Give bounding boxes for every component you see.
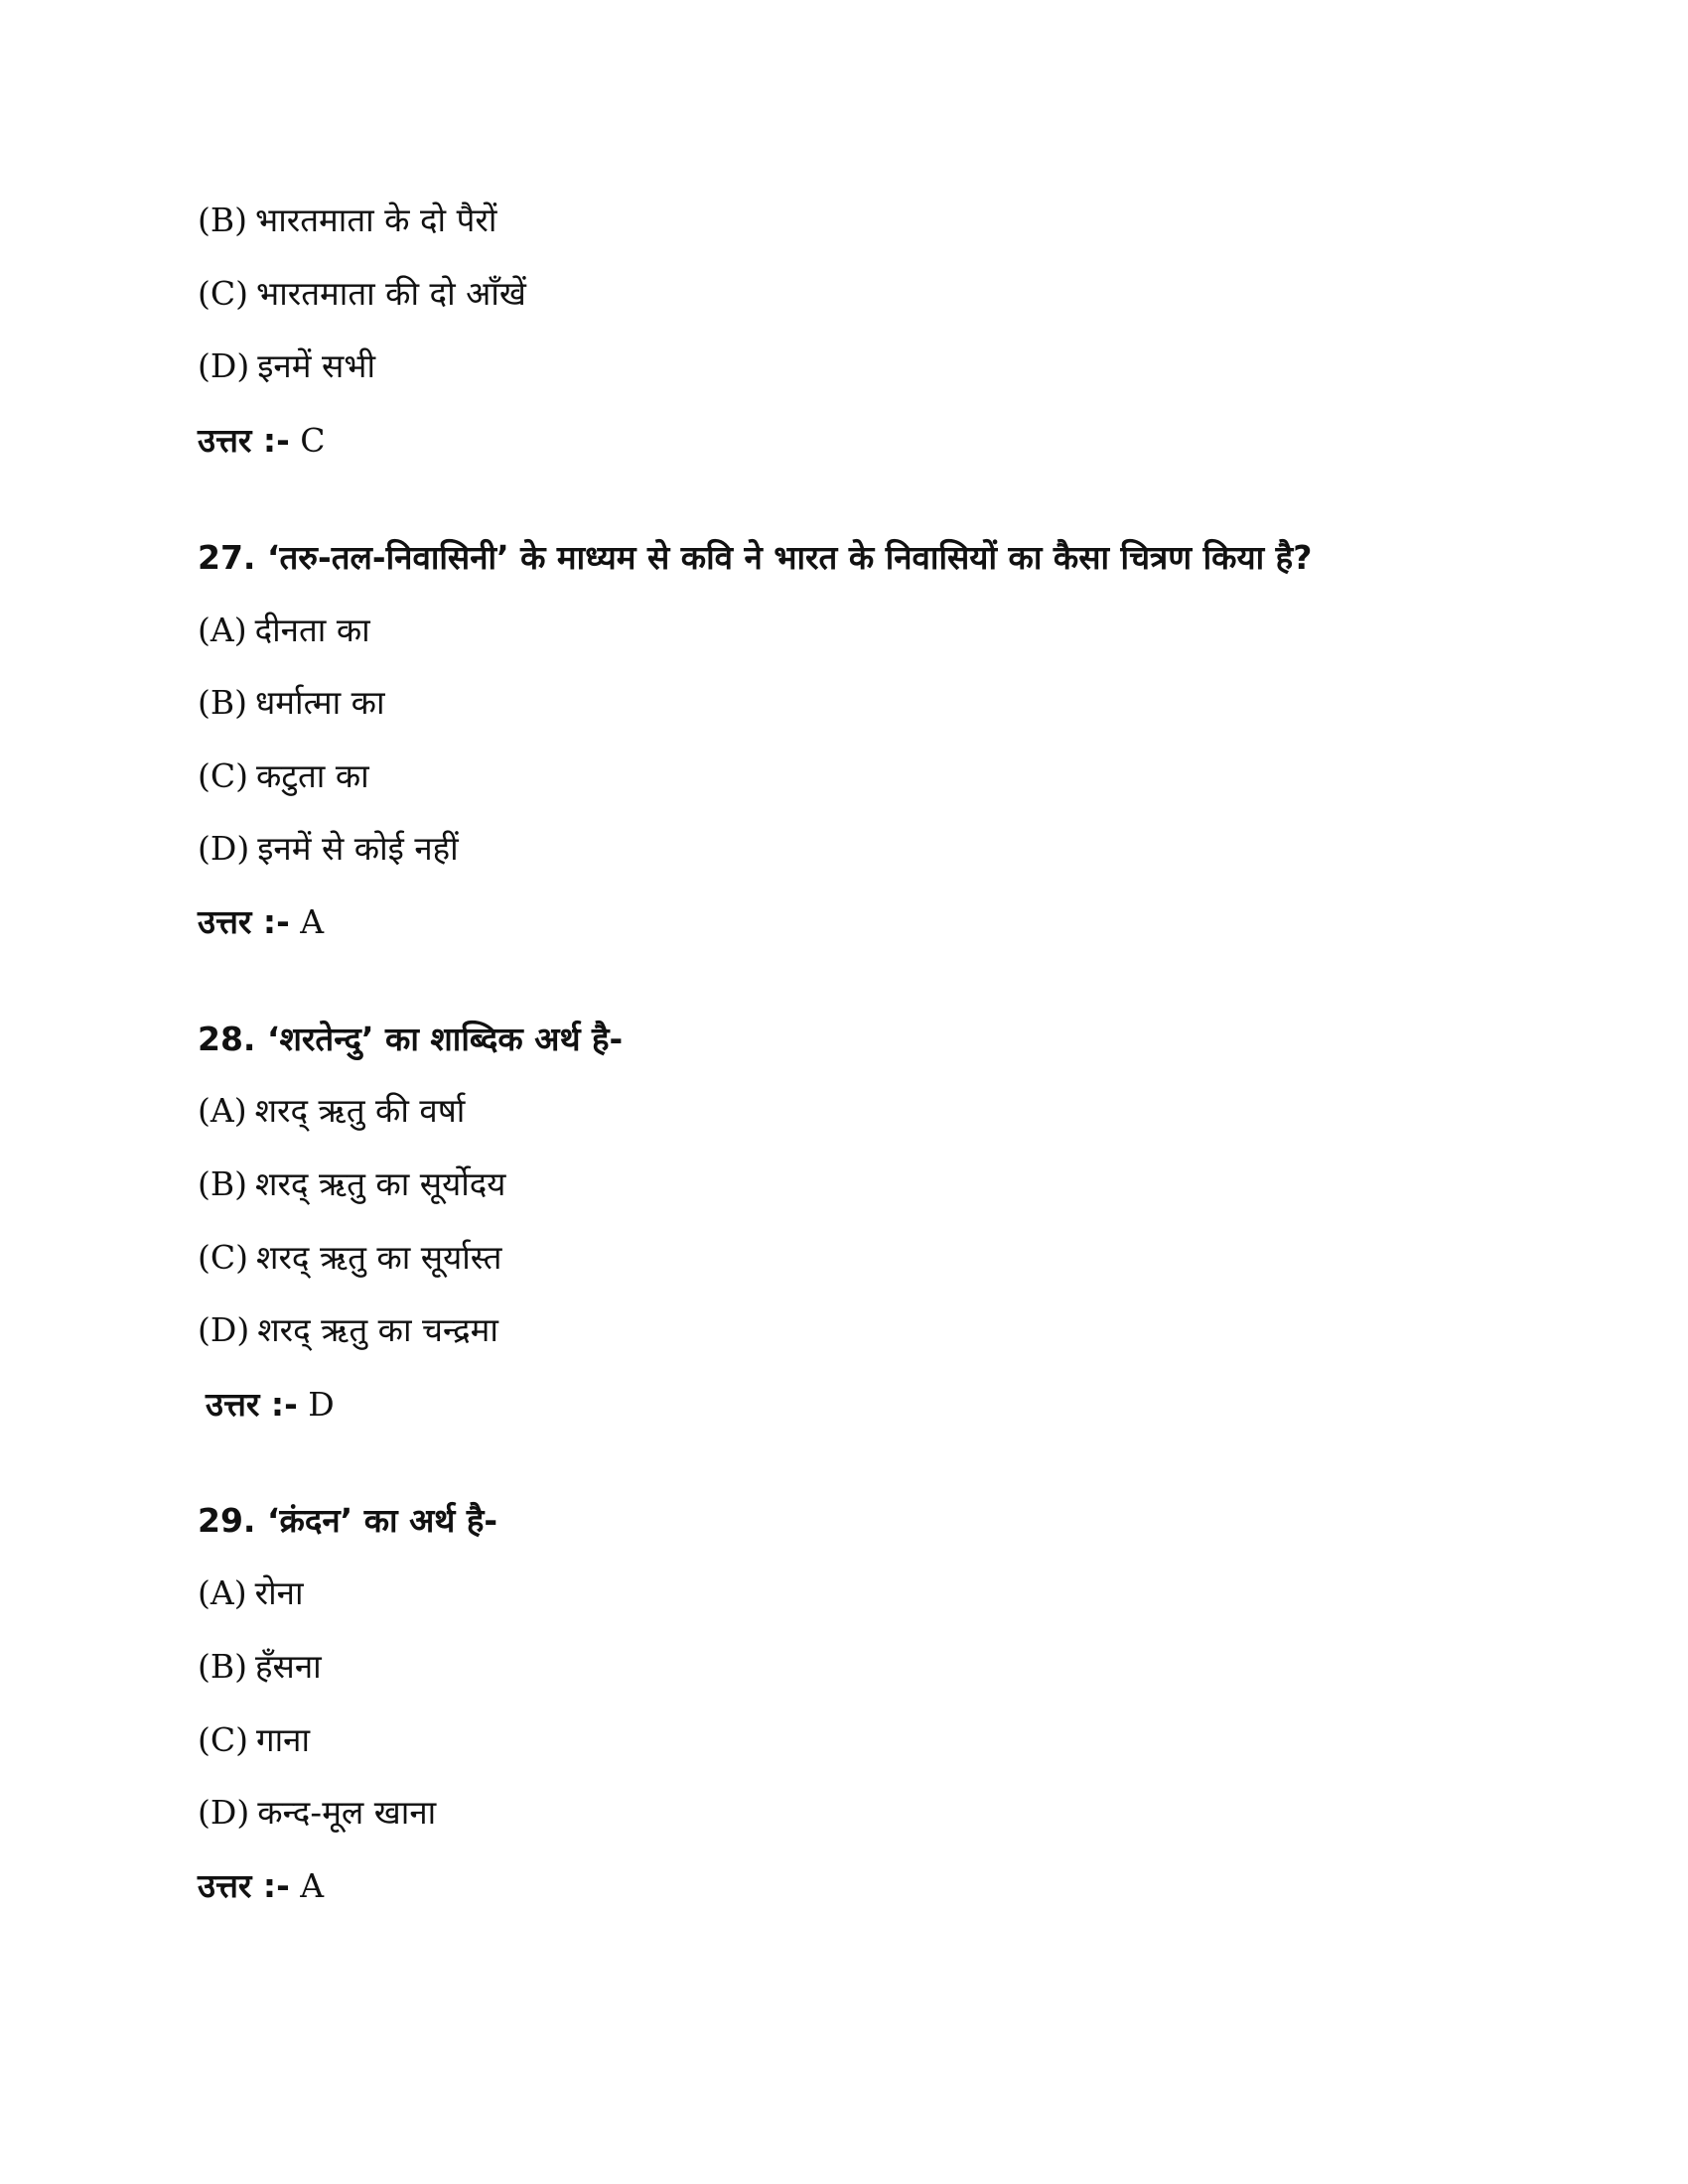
option-c bbox=[198, 272, 526, 316]
option-key: (D) bbox=[198, 1310, 250, 1349]
option-text: शरद् ऋतु का चन्द्रमा bbox=[257, 1310, 498, 1349]
option-text: इनमें सभी bbox=[257, 346, 376, 385]
option-d bbox=[198, 1308, 498, 1352]
option-text: शरद् ऋतु का सूर्यास्त bbox=[256, 1238, 502, 1277]
option-key: (C) bbox=[198, 1720, 248, 1759]
question-27: 27. ‘तरु-तल-निवासिनी’ के माध्यम से कवि ने भारत के निवासियों का कैसा चित्रण किया है? bbox=[198, 538, 1313, 577]
option-text: कटुता का bbox=[256, 756, 369, 795]
option-key: (D) bbox=[198, 1793, 250, 1832]
option-key: (B) bbox=[198, 201, 247, 239]
option-d bbox=[198, 1791, 436, 1835]
option-text: कन्द-मूल खाना bbox=[257, 1793, 437, 1832]
option-a bbox=[198, 1571, 304, 1615]
option-key: (D) bbox=[198, 346, 250, 385]
option-text: हँसना bbox=[255, 1647, 322, 1686]
option-text: शरद् ऋतु की वर्षा bbox=[254, 1091, 466, 1130]
option-key: (B) bbox=[198, 1647, 247, 1686]
option-b bbox=[198, 1162, 505, 1206]
question-28: 28. ‘शरतेन्दु’ का शाब्दिक अर्थ है- bbox=[198, 1020, 624, 1058]
option-a bbox=[198, 1089, 465, 1133]
option-key: (C) bbox=[198, 274, 248, 313]
option-text: रोना bbox=[254, 1573, 304, 1612]
answer-line bbox=[198, 1864, 324, 1908]
answer-value: D bbox=[308, 1385, 335, 1424]
option-b bbox=[198, 199, 496, 242]
option-key: (D) bbox=[198, 829, 250, 868]
option-text: भारतमाता के दो पैरों bbox=[255, 201, 497, 239]
answer-label: उत्तर :- bbox=[198, 421, 290, 460]
option-key: (B) bbox=[198, 683, 247, 722]
option-c bbox=[198, 754, 369, 798]
option-key: (C) bbox=[198, 756, 248, 795]
option-text: शरद् ऋतु का सूर्योदय bbox=[255, 1164, 506, 1203]
answer-line bbox=[198, 419, 326, 463]
answer-line bbox=[206, 1383, 335, 1427]
option-key: (A) bbox=[198, 611, 247, 649]
answer-value: A bbox=[300, 1866, 325, 1905]
option-text: धर्मात्मा का bbox=[255, 683, 385, 722]
option-a bbox=[198, 609, 370, 652]
option-d bbox=[198, 827, 459, 871]
option-key: (C) bbox=[198, 1238, 248, 1277]
option-text: दीनता का bbox=[254, 611, 370, 649]
option-key: (A) bbox=[198, 1091, 247, 1130]
option-text: गाना bbox=[256, 1720, 310, 1759]
option-b bbox=[198, 1645, 322, 1689]
answer-line bbox=[198, 900, 324, 944]
option-b bbox=[198, 681, 385, 725]
question-29: 29. ‘क्रंदन’ का अर्थ है- bbox=[198, 1501, 498, 1540]
answer-label: उत्तर :- bbox=[198, 1866, 290, 1905]
option-c bbox=[198, 1718, 310, 1762]
option-key: (B) bbox=[198, 1164, 247, 1203]
option-d bbox=[198, 344, 375, 388]
option-key: (A) bbox=[198, 1573, 247, 1612]
answer-label: उत्तर :- bbox=[198, 902, 290, 941]
answer-label: उत्तर :- bbox=[206, 1385, 298, 1424]
answer-value: C bbox=[300, 421, 326, 460]
option-text: भारतमाता की दो आँखें bbox=[256, 274, 526, 313]
answer-value: A bbox=[300, 902, 325, 941]
option-text: इनमें से कोई नहीं bbox=[257, 829, 459, 868]
option-c bbox=[198, 1236, 501, 1280]
